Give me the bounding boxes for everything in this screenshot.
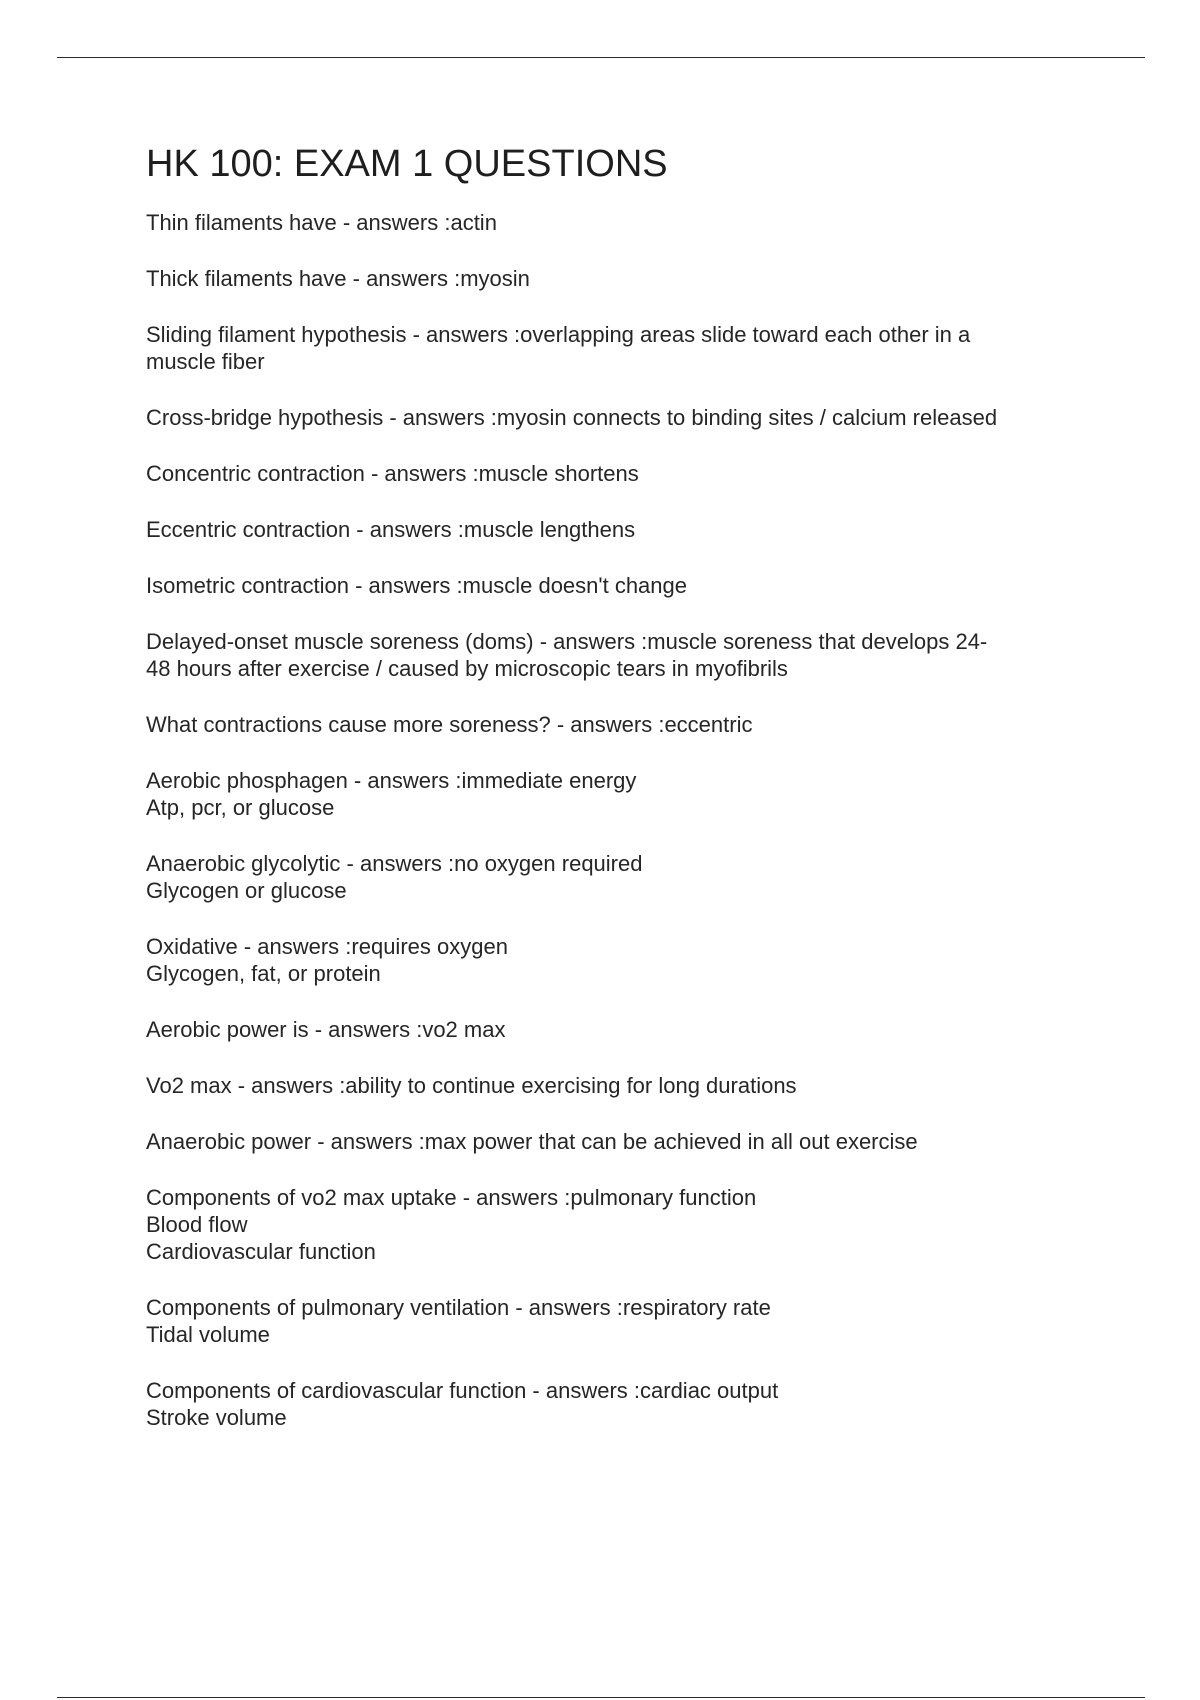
qa-entry: [146, 1184, 1096, 1265]
qa-entry: [146, 933, 1096, 987]
qa-entry: [146, 628, 1096, 682]
qa-line: Glycogen or glucose: [146, 878, 347, 903]
qa-entry: [146, 209, 1096, 236]
qa-line: Blood flow: [146, 1212, 248, 1237]
qa-entry: [146, 767, 1096, 821]
page-title: HK 100: EXAM 1 QUESTIONS: [146, 143, 668, 185]
qa-line: Thick filaments have - answers :myosin: [146, 266, 530, 291]
qa-line: What contractions cause more soreness? - answers :eccentric: [146, 712, 753, 737]
qa-line: Sliding filament hypothesis - answers :overlapping areas slide toward each other in a: [146, 322, 971, 347]
qa-line: Components of cardiovascular function - answers :cardiac output: [146, 1378, 779, 1403]
qa-entry: [146, 516, 1096, 543]
qa-entry: [146, 1377, 1096, 1431]
qa-line: Delayed-onset muscle soreness (doms) - answers :muscle soreness that develops 24-: [146, 629, 988, 654]
qa-line: Cardiovascular function: [146, 1239, 376, 1264]
qa-entry: [146, 1072, 1096, 1099]
qa-line: Isometric contraction - answers :muscle doesn't change: [146, 573, 687, 598]
qa-line: Glycogen, fat, or protein: [146, 961, 381, 986]
qa-line: Aerobic power is - answers :vo2 max: [146, 1017, 506, 1042]
qa-line: Tidal volume: [146, 1322, 270, 1347]
qa-line: Anaerobic power - answers :max power that can be achieved in all out exercise: [146, 1129, 918, 1154]
qa-line: Aerobic phosphagen - answers :immediate energy: [146, 768, 637, 793]
qa-line: muscle fiber: [146, 349, 265, 374]
document-body: [146, 140, 1096, 1460]
top-rule: [57, 57, 1145, 58]
qa-line: Atp, pcr, or glucose: [146, 795, 335, 820]
qa-entry: [146, 404, 1096, 431]
qa-line: Eccentric contraction - answers :muscle lengthens: [146, 517, 636, 542]
qa-line: 48 hours after exercise / caused by microscopic tears in myofibrils: [146, 656, 788, 681]
qa-entry: [146, 1128, 1096, 1155]
qa-line: Stroke volume: [146, 1405, 287, 1430]
qa-line: Anaerobic glycolytic - answers :no oxygen required: [146, 851, 643, 876]
bottom-rule: [57, 1697, 1145, 1698]
qa-entry: [146, 711, 1096, 738]
qa-entry: [146, 850, 1096, 904]
qa-line: Vo2 max - answers :ability to continue exercising for long durations: [146, 1073, 797, 1098]
qa-entry: [146, 460, 1096, 487]
qa-entry: [146, 321, 1096, 375]
qa-line: Concentric contraction - answers :muscle shortens: [146, 461, 639, 486]
qa-entry: [146, 1016, 1096, 1043]
qa-line: Thin filaments have - answers :actin: [146, 210, 497, 235]
qa-entry: [146, 265, 1096, 292]
qa-line: Oxidative - answers :requires oxygen: [146, 934, 508, 959]
qa-line: Cross-bridge hypothesis - answers :myosin connects to binding sites / calcium released: [146, 405, 998, 430]
qa-line: Components of pulmonary ventilation - answers :respiratory rate: [146, 1295, 771, 1320]
qa-entry: [146, 572, 1096, 599]
qa-line: Components of vo2 max uptake - answers :pulmonary function: [146, 1185, 757, 1210]
qa-entry: [146, 1294, 1096, 1348]
